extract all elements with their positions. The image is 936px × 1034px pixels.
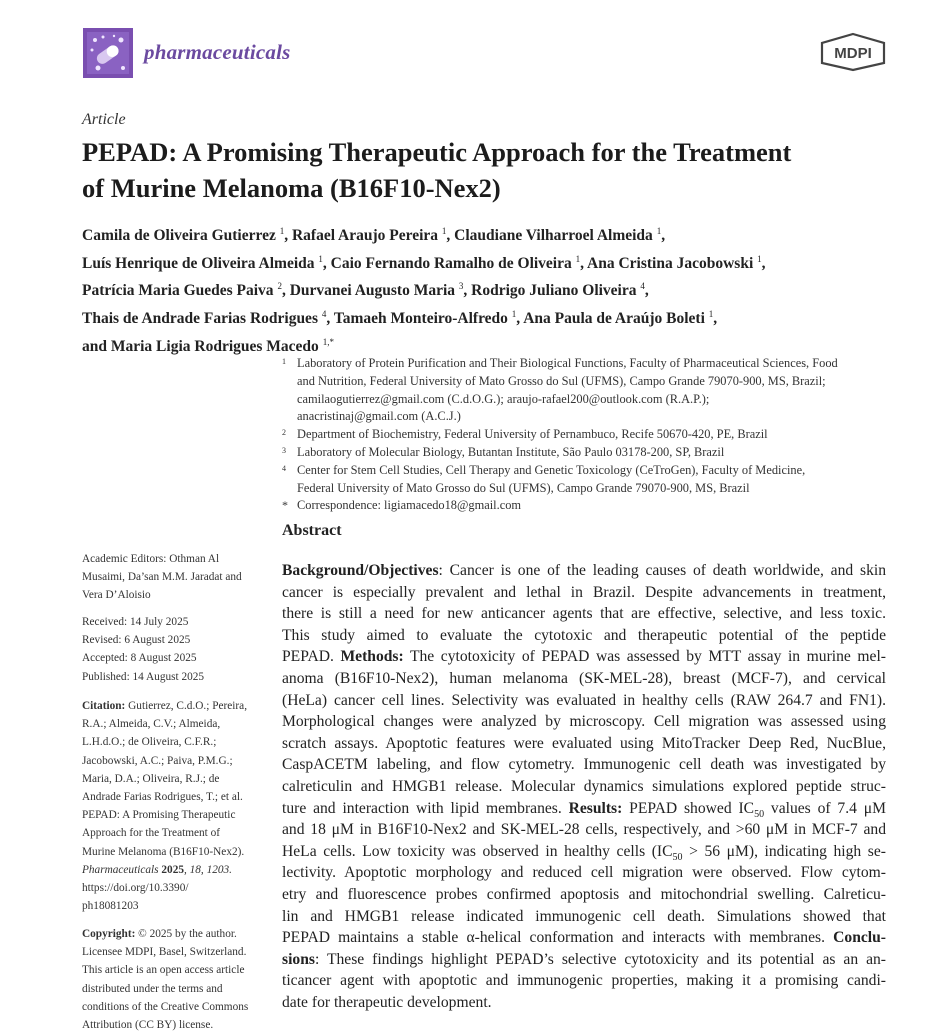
affiliation-mark: 2 (282, 428, 286, 438)
abstract-line (282, 668, 886, 690)
date-published: Published: 14 August 2025 (82, 670, 205, 683)
author-name[interactable]: Durvanei Augusto Maria (289, 282, 456, 300)
author-name[interactable]: Rafael Araujo Pereira (291, 227, 439, 245)
affiliation-line: Federal University of Mato Grosso do Sul (UFMS), Campo Grande 79070-900, MS, Brazil (297, 480, 750, 495)
author-name[interactable]: Ana Cristina Jacobowski (587, 254, 754, 272)
date-received: Received: 14 July 2025 (82, 616, 189, 628)
author-name[interactable]: Luís Henrique de Oliveira Almeida (82, 254, 315, 272)
abstract-line (282, 906, 886, 928)
abstract-section-label: Background/Objectives (282, 562, 439, 579)
abstract-line (282, 949, 886, 971)
affiliation-mark: 3 (282, 445, 286, 455)
author-name[interactable]: Rodrigo Juliano Oliveira (471, 282, 637, 300)
title-line: PEPAD: A Promising Therapeutic Approach for the Treatment (82, 137, 792, 167)
author-name[interactable]: Thais de Andrade Farias Rodrigues (82, 310, 318, 328)
copyright-line: Licensee MDPI, Basel, Switzerland. (82, 946, 247, 959)
paper-title (82, 134, 882, 206)
affiliation-line: Center for Stem Cell Studies, Cell Therapy and Genetic Toxicology (CeTroGen), Faculty of Medicine, (297, 462, 806, 477)
author-affiliation-mark: 1 (575, 253, 581, 264)
publication-dates (82, 613, 267, 686)
mdpi-logo[interactable] (818, 32, 888, 72)
abstract-text: PEPAD. (282, 648, 341, 666)
abstract-line (282, 560, 886, 582)
abstract-text: The cytotoxicity of PEPAD was assessed by MTT assay in murine mel- (403, 648, 886, 666)
article-type: Article (82, 111, 126, 128)
author-name[interactable]: and Maria Ligia Rodrigues Macedo (82, 337, 319, 355)
abstract-line (282, 927, 886, 949)
author-affiliation-mark: 2 (277, 281, 282, 292)
mdpi-logo-text: MDPI (834, 45, 872, 62)
doi-link[interactable]: https://doi.org/10.3390/ (82, 882, 189, 895)
affiliation-line: and Nutrition, Federal University of Mato Grosso do Sul (UFMS), Campo Grande 79070-900, MS, Brazil; (297, 373, 826, 388)
copyright-label: Copyright: (82, 928, 136, 940)
academic-editors (82, 550, 267, 605)
abstract-section-label: Results: (568, 799, 623, 817)
affiliations (282, 355, 902, 515)
author-name[interactable]: Camila de Oliveira Gutierrez (82, 227, 276, 245)
affiliation-line: Laboratory of Protein Purification and Their Biological Functions, Faculty of Pharmaceutical Sciences, Food (297, 356, 838, 370)
affiliation (282, 426, 902, 444)
abstract-line (282, 798, 886, 820)
journal-name[interactable]: pharmaceuticals (144, 40, 291, 64)
abstract-text: etry and fluorescence probes confirmed apoptosis and mitochondrial swelling. Calreticu- (282, 885, 886, 903)
affiliation (282, 462, 902, 498)
abstract-section-label: Methods: (340, 648, 404, 666)
abstract-section-label: Conclu- (833, 929, 886, 947)
citation-label: Citation: (82, 700, 126, 712)
abstract-line (282, 992, 886, 1014)
affiliation-line: Correspondence: ligiamacedo18@gmail.com (297, 498, 522, 513)
affiliation (282, 497, 902, 515)
author-line: Patrícia Maria Guedes Paiva $^2$, Durvanei Augusto Maria $^3$, Rodrigo Juliano Oliveira $^4$, (82, 281, 649, 300)
abstract-text: lin and HMGB1 release indicated immunogenic cell death. Simulations showed that (282, 907, 886, 925)
abstract-text: ticancer agent with apoptotic and immunogenic properties, making it a promising candi- (282, 972, 886, 990)
citation-line: Approach for the Treatment of (82, 827, 221, 840)
citation-line: R.A.; Almeida, C.V.; Almeida, (82, 718, 221, 731)
abstract-text: and 18 μM in B16F10-Nex2 and SK-MEL-28 cells, respectively, and >60 μM in MCF-7 and (282, 821, 886, 839)
abstract-text: This study aimed to evaluate the cytotoxic and therapeutic potential of the peptide (282, 626, 886, 644)
author-affiliation-mark: 1,* (322, 336, 334, 347)
author-name[interactable]: Patrícia Maria Guedes Paiva (82, 282, 274, 300)
abstract-line (282, 625, 886, 647)
author-affiliation-mark: 4 (640, 281, 645, 292)
author-line: Luís Henrique de Oliveira Almeida $^1$, Caio Fernando Ramalho de Oliveira $^1$, Ana Cristina Jacobowski $^1$, (82, 253, 766, 272)
abstract-text: scratch assays. Apoptotic features were evaluated using MitoTracker Deep Red, NucBlue, (282, 734, 886, 752)
citation-journal: Pharmaceuticals (82, 863, 159, 876)
abstract-line (282, 711, 886, 733)
author-affiliation-mark: 1 (279, 226, 285, 236)
copyright-line: This article is an open access article (82, 964, 245, 977)
editors-line: Musaimi, Da’san M.M. Jaradat and (82, 571, 242, 584)
abstract-text: there is still a need for new anticancer agents that are effective, selective, and less toxic. (282, 605, 886, 623)
author-affiliation-mark: 3 (458, 281, 464, 292)
abstract-line (282, 970, 886, 992)
abstract-heading: Abstract (282, 522, 342, 539)
abstract-text: calreticulin and HMGB1 release. Molecular dynamics simulations explored peptide struc- (282, 777, 886, 795)
copyright-line: Attribution (CC BY) license. (82, 1019, 214, 1032)
abstract-text: CaspACETM labeling, and flow cytometry. Immunogenic cell death was investigated by (282, 756, 886, 774)
copyright-line: conditions of the Creative Commons (82, 1000, 249, 1013)
abstract-line (282, 754, 886, 776)
copyright-block (82, 925, 267, 1034)
author-affiliation-mark: 1 (318, 253, 323, 264)
abstract-text: date for therapeutic development. (282, 993, 492, 1011)
copyright-line: © 2025 by the author. (135, 928, 237, 940)
author-name[interactable]: Caio Fernando Ramalho de Oliveira (330, 254, 572, 272)
editors-line: Vera D’Aloisio (82, 589, 151, 602)
abstract-text: HeLa cells. Low toxicity was observed in healthy cells (IC (282, 842, 673, 860)
citation-volume: , 18, 1203. (183, 863, 232, 876)
abstract-line (282, 646, 886, 668)
abstract-subscript: 50 (672, 851, 683, 863)
abstract-line (282, 776, 886, 798)
author-name[interactable]: Tamaeh Monteiro-Alfredo (333, 310, 508, 328)
abstract-text: Morphological changes were analyzed by microscopy. Cell migration was assessed using (282, 713, 886, 731)
citation-line: PEPAD: A Promising Therapeutic (82, 809, 236, 822)
abstract-text: values of 7.4 μM (764, 799, 886, 817)
author-affiliation-mark: 1 (708, 308, 714, 319)
title-line: of Murine Melanoma (B16F10-Nex2) (82, 173, 501, 203)
author-line: Thais de Andrade Farias Rodrigues $^4$, Tamaeh Monteiro-Alfredo $^1$, Ana Paula de Araújo Boleti $^1$, (82, 308, 718, 328)
abstract-text: (HeLa) cancer cell lines. Selectivity was evaluated in healthy cells (RAW 264.7 and FN1). (282, 691, 886, 709)
date-revised: Revised: 6 August 2025 (82, 634, 191, 647)
abstract-line (282, 819, 886, 841)
doi-link[interactable]: ph18081203 (82, 900, 139, 913)
abstract-subscript: 50 (754, 808, 765, 820)
citation-line: Jacobowski, A.C.; Paiva, P.M.G.; (82, 754, 233, 767)
abstract-line (282, 582, 886, 604)
abstract-text: PEPAD showed IC (622, 799, 755, 817)
abstract-line (282, 884, 886, 906)
abstract-line (282, 690, 886, 712)
abstract-text: ture and interaction with lipid membranes. (282, 799, 569, 817)
abstract-section-label: sions (282, 950, 315, 968)
author-affiliation-mark: 1 (757, 253, 762, 264)
affiliation-line: anacristinaj@gmail.com (A.C.J.) (297, 409, 461, 424)
author-affiliation-mark: 1 (656, 226, 662, 236)
affiliation-mark: 4 (282, 463, 286, 473)
affiliation-line: Department of Biochemistry, Federal University of Pernambuco, Recife 50670-420, PE, Brazil (297, 427, 768, 442)
author-affiliation-mark: 4 (321, 308, 327, 319)
pharmaceuticals-logo-icon (83, 28, 133, 78)
affiliation (282, 444, 902, 462)
editors-line: Academic Editors: Othman Al (82, 553, 220, 565)
citation-line: L.H.d.O.; de Oliveira, C.F.R.; (82, 736, 217, 749)
abstract-text: : These findings highlight PEPAD’s selective cytotoxicity and its potential as an an- (314, 950, 886, 968)
citation-line: Maria, D.A.; Oliveira, R.J.; de (82, 772, 220, 785)
abstract-line (282, 603, 886, 625)
affiliation-line: camilaogutierrez@gmail.com (C.d.O.G.); araujo-rafael200@outlook.com (R.A.P.); (297, 391, 710, 406)
citation-block (82, 697, 267, 915)
citation-line: Andrade Farias Rodrigues, T.; et al. (82, 791, 243, 804)
date-accepted: Accepted: 8 August 2025 (82, 652, 197, 665)
author-list (82, 220, 902, 358)
abstract-body (282, 560, 886, 1013)
abstract-text: > 56 μM), indicating high se- (682, 842, 886, 860)
abstract-line (282, 862, 886, 884)
author-affiliation-mark: 1 (441, 226, 447, 236)
abstract-text: lectivity. Apoptotic morphology and reduced cell migration were observed. Flow cytom- (282, 864, 886, 882)
author-name[interactable]: Ana Paula de Araújo Boleti (523, 310, 705, 328)
author-line: Camila de Oliveira Gutierrez $^1$, Rafael Araujo Pereira $^1$, Claudiane Vilharroel Almeida $^1$, (82, 226, 666, 245)
citation-year: 2025 (161, 863, 184, 876)
copyright-line: distributed under the terms and (82, 982, 223, 995)
abstract-text: anoma (B16F10-Nex2), human melanoma (SK-MEL-28), breast (MCF-7), and cervical (282, 669, 886, 687)
citation-line: Gutierrez, C.d.O.; Pereira, (125, 700, 248, 712)
abstract-line (282, 841, 886, 863)
abstract-line (282, 733, 886, 755)
abstract-text: cancer is especially prevalent and lethal in Brazil. Despite advancements in treatment, (282, 583, 886, 601)
affiliation-mark: 1 (282, 357, 286, 366)
author-affiliation-mark: 1 (511, 308, 517, 319)
affiliation (282, 355, 902, 426)
affiliation-mark: * (282, 498, 288, 513)
author-name[interactable]: Claudiane Vilharroel Almeida (454, 227, 653, 245)
abstract-text: : Cancer is one of the leading causes of death worldwide, and skin (438, 562, 886, 579)
abstract-text: PEPAD maintains a stable α-helical conformation and interacts with membranes. (282, 929, 834, 947)
citation-line: Murine Melanoma (B16F10-Nex2). (82, 845, 245, 858)
affiliation-line: Laboratory of Molecular Biology, Butantan Institute, São Paulo 03178-200, SP, Brazil (297, 444, 725, 459)
